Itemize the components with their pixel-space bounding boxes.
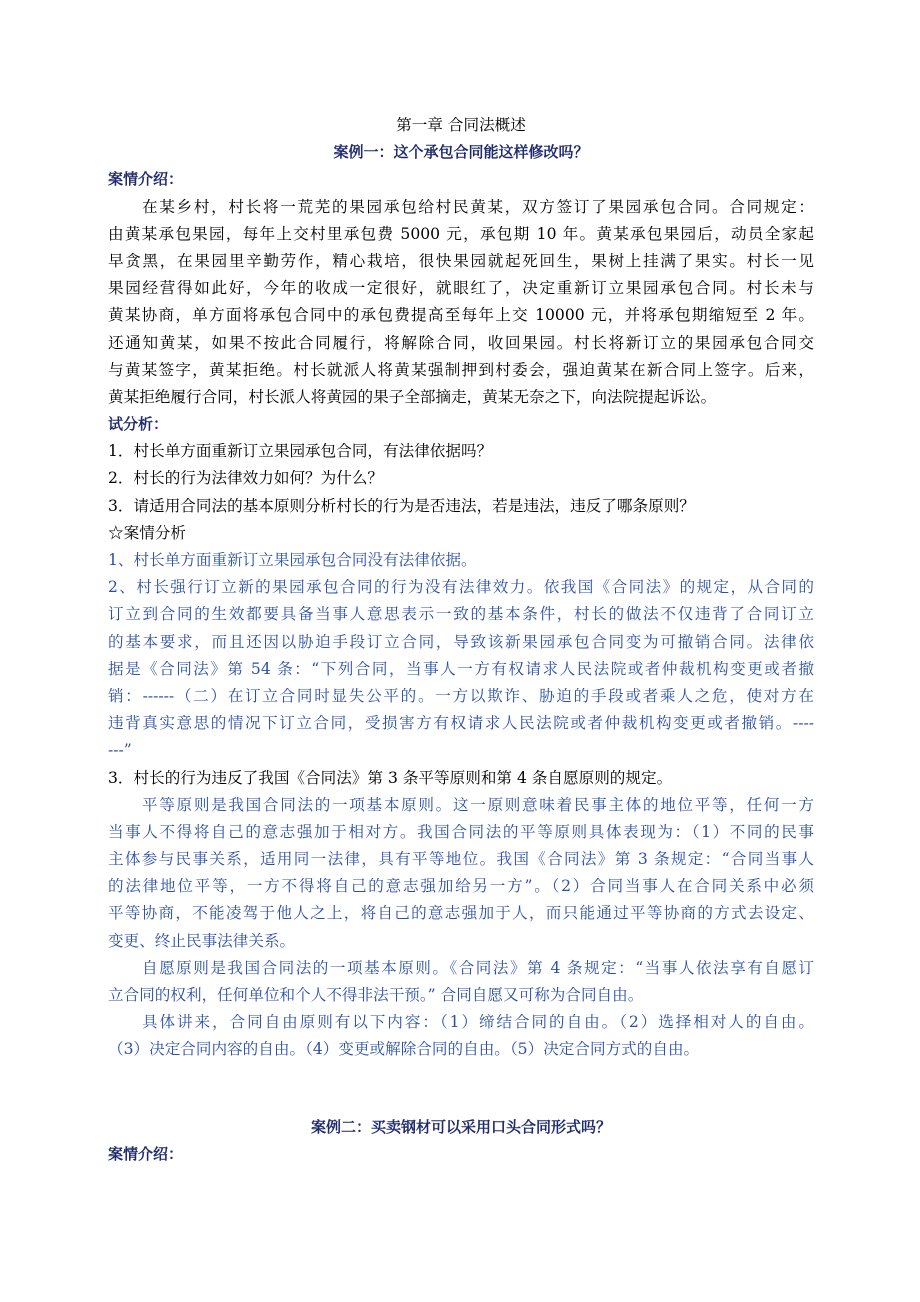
equality-principle-line: 平等协商，不能凌驾于他人之上，将自己的意志强加于人，而只能通过平等协商的方式去设定、 bbox=[108, 904, 814, 923]
equality-principle-line: 变更、终止民事法律关系。 bbox=[108, 931, 296, 950]
case1-analysis-line: ---” bbox=[108, 741, 132, 760]
freedom-content-line: 具体讲来，合同自由原则有以下内容：（1）缔结合同的自由。（2）选择相对人的自由。 bbox=[142, 1013, 814, 1032]
case1-question-heading: 试分析： bbox=[108, 415, 169, 434]
case1-question: 2．村长的行为法律效力如何？为什么？ bbox=[108, 469, 384, 488]
document-body bbox=[108, 112, 814, 1168]
case1-analysis-line: 销：------（二）在订立合同时显失公平的。一方以欺诈、胁迫的手段或者乘人之危，使对方在 bbox=[108, 686, 814, 705]
case1-intro-line: 与黄某签字，黄某拒绝。村长就派人将黄某强制押到村委会，强迫黄某在新合同上签字。后来， bbox=[108, 360, 814, 379]
case1-intro-line: 黄某协商，单方面将承包合同中的承包费提高至每年上交 10000 元，并将承包期缩短至 2 年。 bbox=[108, 306, 814, 325]
equality-principle-line: 主体参与民事关系，适用同一法律，具有平等地位。我国《合同法》第 3 条规定：“合同当事人 bbox=[108, 850, 814, 869]
case1-intro-line: 黄某拒绝履行合同，村长派人将黄园的果子全部摘走，黄某无奈之下，向法院提起诉讼。 bbox=[108, 387, 717, 406]
case1-intro-line: 果园经营得如此好，今年的收成一定很好，就眼红了，决定重新订立果园承包合同。村长未与 bbox=[108, 279, 814, 298]
equality-principle-line: 平等原则是我国合同法的一项基本原则。这一原则意味着民事主体的地位平等，任何一方 bbox=[142, 795, 814, 814]
voluntary-principle-line: 立合同的权利，任何单位和个人不得非法干预。” 合同自愿又可称为合同自由。 bbox=[108, 986, 644, 1004]
case1-analysis-line: 的基本要求，而且还因以胁迫手段订立合同，导致该新果园承包合同变为可撤销合同。法律依 bbox=[108, 632, 814, 651]
case1-analysis-heading: ☆案情分析 bbox=[108, 523, 186, 542]
case1-question: 3．请适用合同法的基本原则分析村长的行为是否违法，若是违法，违反了哪条原则？ bbox=[108, 496, 695, 515]
case1-intro-heading: 案情介绍： bbox=[108, 170, 184, 189]
case1-title: 案例一：这个承包合同能这样修改吗？ bbox=[333, 143, 589, 162]
case1-analysis-line: 1、村长单方面重新订立果园承包合同没有法律依据。 bbox=[108, 551, 477, 569]
case2-intro-heading: 案情介绍： bbox=[108, 1144, 184, 1163]
case1-analysis-point3: 3．村长的行为违反了我国《合同法》第 3 条平等原则和第 4 条自愿原则的规定。 bbox=[108, 768, 673, 787]
case1-intro-line: 由黄某承包果园，每年上交村里承包费 5000 元，承包期 10 年。黄某承包果园后，动员全家起 bbox=[108, 224, 814, 243]
chapter-title: 第一章 合同法概述 bbox=[396, 116, 526, 134]
case1-analysis-line: 订立到合同的生效都要具备当事人意思表示一致的基本条件，村长的做法不仅违背了合同订立 bbox=[108, 605, 814, 624]
section-spacer bbox=[108, 1064, 814, 1114]
equality-principle-line: 当事人不得将自己的意志强加于相对方。我国合同法的平等原则具体表现为：（1）不同的民事 bbox=[108, 822, 814, 841]
case1-intro-line: 还通知黄某，如果不按此合同履行，将解除合同，收回果园。村长将新订立的果园承包合同交 bbox=[108, 333, 814, 352]
case1-intro-line: 在某乡村，村长将一荒芜的果园承包给村民黄某，双方签订了果园承包合同。合同规定： bbox=[142, 197, 814, 216]
voluntary-principle-line: 自愿原则是我国合同法的一项基本原则。《合同法》第 4 条规定：“当事人依法享有自愿订 bbox=[142, 958, 814, 977]
freedom-content-line: （3）决定合同内容的自由。（4）变更或解除合同的自由。（5）决定合同方式的自由。 bbox=[108, 1040, 700, 1059]
equality-principle-line: 的法律地位平等，一方不得将自己的意志强加给另一方”。（2）合同当事人在合同关系中必须 bbox=[108, 877, 814, 896]
case1-analysis-line: 据是《合同法》第 54 条：“下列合同，当事人一方有权请求人民法院或者仲裁机构变更或者撤 bbox=[108, 659, 814, 678]
case2-title: 案例二：买卖钢材可以采用口头合同形式吗？ bbox=[310, 1117, 611, 1136]
case1-question: 1．村长单方面重新订立果园承包合同，有法律依据吗？ bbox=[108, 442, 493, 461]
case1-analysis-line: 违背真实意思的情况下订立合同，受损害方有权请求人民法院或者仲裁机构变更或者撤销。---- bbox=[108, 714, 814, 733]
case1-intro-line: 早贪黑，在果园里辛勤劳作，精心栽培，很快果园就起死回生，果树上挂满了果实。村长一见 bbox=[108, 251, 814, 270]
case1-analysis-line: 2、村长强行订立新的果园承包合同的行为没有法律效力。依我国《合同法》的规定，从合同的 bbox=[108, 578, 814, 597]
